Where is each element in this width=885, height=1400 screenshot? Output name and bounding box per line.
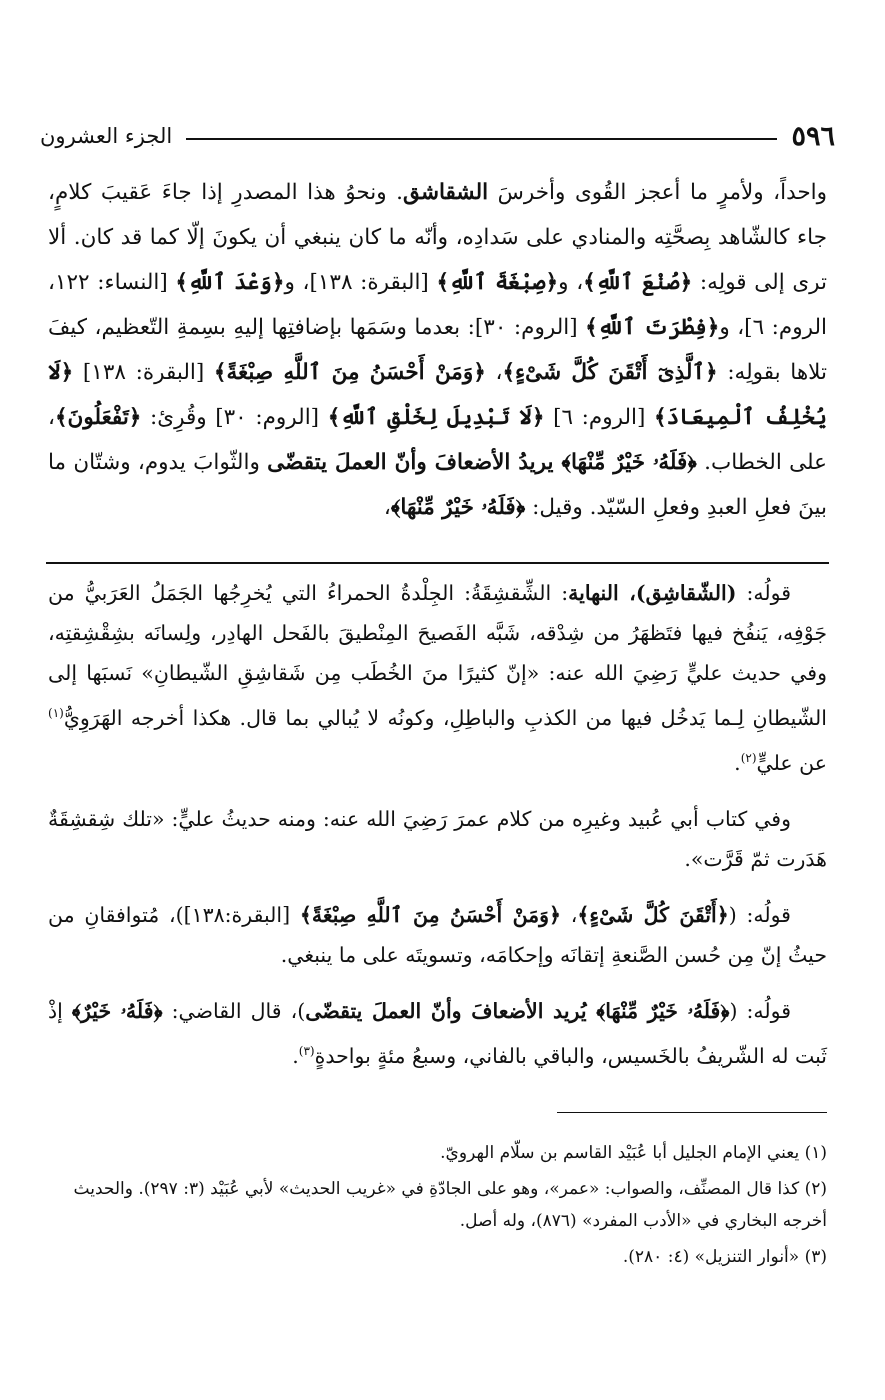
bold-keyword: (الشّقاشِق)، النهاية [568,581,737,605]
quran-quote: ﴿صِبْغَةَ ٱللَّهِ﴾ [436,270,559,295]
commentary-paragraph: وفي كتاب أبي عُبيد وغيرِه من كلام عمرَ رَضِيَ الله عنه: ومنه حديثُ عليٍّ: «تلك شِقشِقَةٌ هَدَرت ثمّ قَرَّت». [48,806,827,871]
text-span: [البقرة: ١٣٨] [73,360,214,385]
page-header [40,116,835,156]
quran-quote: ﴿وَمَنْ أَحْسَنُ مِنَ ٱللَّهِ صِبْغَةً﴾ [299,902,562,927]
footnote-divider [557,1112,827,1113]
commentary [48,573,827,1091]
footnote: (١) يعني الإمام الجليل أبا عُبَيْد القاسم بن سلّام الهرويّ. [440,1143,827,1163]
text-span: ، [485,360,503,385]
text-span: )، قال القاضي: [162,998,306,1023]
footnote: (٣) «أنوار التنزيل» (٤: ٢٨٠). [622,1247,827,1267]
section-divider [46,562,829,564]
quran-quote: ﴿أَتْقَنَ كُلَّ شَىْءٍ﴾ [577,902,729,927]
quran-quote: ﴿لَا تَبْدِيلَ لِخَلْقِ ٱللَّهِ﴾ [327,405,545,430]
text-span: ، و [558,270,584,295]
commentary-paragraph [48,573,827,783]
text-span: واحداً، ولأمرٍ ما أعجز القُوى وأخرسَ [488,180,828,205]
quran-quote: ﴿فَلَهُۥ خَيْرٌ مِّنْهَا﴾ [390,495,526,520]
footnotes [48,1137,827,1277]
quran-quote: ﴿وَعْدَ ٱللَّهِ﴾ [175,270,285,295]
text-span: إذْ ثَبت له الشّريفُ بالخَسيس، والباقي بالفاني، وسبعُ مئةٍ بواحدةٍ [48,998,827,1068]
text-span: . [292,1043,299,1068]
main-paragraph [48,170,827,530]
text-span: [البقرة:١٣٨])، مُتوافقانِ من حيثُ إنّ مِن حُسن الصَّنعةِ إتقانَه وإحكامَه، وتسويتَه على ما ينبغي. [48,902,827,967]
footnote: (٢) كذا قال المصنِّف، والصواب: «عمر»، وهو على الجادّةِ في «غريب الحديث» لأبي عُبَيْد (٣: ٢٩٧). والحديث أخرجه البخاري في «الأدب المفرد» (٨٧٦)، وله أصل. [73,1179,827,1231]
page-number: ٥٩٦ [791,120,835,152]
text-span: ، على الخطاب. [48,405,827,475]
text-span: قولُه: ( [728,902,791,927]
text-span: والثّوابَ يدوم، وشتّان ما بينَ فعلِ العبدِ وفعلِ السّيّد. وقيل: [48,450,827,520]
text-span: [النساء: ١٢٢، الروم: ٦]، و [48,270,827,340]
quran-quote: ﴿صُنْعَ ٱللَّهِ﴾ [583,270,693,295]
quran-quote: ﴿فَلَهُۥ خَيْرٌ مِّنْهَا﴾ [561,450,697,475]
quran-quote: ﴿فَلَهُۥ خَيْرٌ مِّنْهَا﴾ [596,998,730,1023]
text-span: : الشِّقشِقَةُ: الجِلْدةُ الحمراءُ التي يُخرِجُها الجَمَلُ العَرَبيُّ من جَوْفِه، يَنفُخ فيها فتَظهَرُ من شِدْقه، شَبَّه الفَصيحَ المِنْطيقَ بالفَحل الهادِر، ولِسانَه بشِقْشِقتِه، وفي حديث عليٍّ رَضِيَ الله عنه: «إنّ كثيرًا منَ الخُطَب مِن شَقاشِقِ الشّيطانِ» نَسبَها إلى الشّيطانِ لِـما يَدخُل فيها من الكذبِ والباطِلِ، وكونُه لا يُبالي بما قال. هكذا أخرجه الهَرَوِيُّ [48,581,827,730]
text-span: . ونحوُ هذا المصدرِ إذا جاءَ عَقيبَ كلامٍ، جاء كالشّاهد بِصحَّتِه والمنادي على سَدادِه، وأنّه ما كان ينبغي أن يكونَ إلّا كما قد كان. ألا ترى إلى قولِه: [48,180,828,295]
text-span: ، [561,902,578,927]
footnote-ref[interactable]: (٢) [740,750,757,765]
text-span: قولُه: [736,581,791,605]
quran-quote: ﴿فَلَهُۥ خَيْرٌ﴾ [71,998,163,1023]
quran-quote: ﴿فِطْرَتَ ٱللَّهِ﴾ [585,315,720,340]
bold-keyword: الشقاشق [403,180,489,205]
text-span: قولُه: ( [729,998,792,1023]
text-span: . [734,750,741,775]
bold-phrase: يُريد الأضعافَ وأنّ العملَ يتقضّى [305,998,597,1023]
text-span: [الروم: ٣٠]: بعدما وسَمَها بإضافتِها إليهِ بسِمةِ التّعظيم، كيفَ تلاها بقولِه: [48,315,827,385]
text-span: عن عليٍّ [756,750,827,775]
text-span: [البقرة: ١٣٨]، و [284,270,437,295]
quran-quote: ﴿تَفْعَلُونَ﴾ [54,405,142,430]
text-span: [الروم: ٣٠] وقُرِئ: [141,405,328,430]
text-span: ، [383,495,391,520]
main-text [48,170,827,530]
commentary-paragraph [48,895,827,975]
bold-phrase: يريدُ الأضعافَ وأنّ العملَ يتقضّى [267,450,562,475]
commentary-paragraph [48,991,827,1076]
header-rule [186,138,777,140]
quran-quote: ﴿وَمَنْ أَحْسَنُ مِنَ ٱللَّهِ صِبْغَةً﴾ [213,360,486,385]
quran-quote: ﴿لَا يُخْلِفُ ٱلْمِيعَادَ﴾ [48,360,828,430]
quran-quote: ﴿ٱلَّذِىٓ أَتْقَنَ كُلَّ شَىْءٍ﴾ [502,360,718,385]
part-title: الجزء العشرون [40,124,173,148]
text-span: [الروم: ٦] [544,405,654,430]
footnote-ref[interactable]: (١) [48,706,64,720]
footnote-ref[interactable]: (٣) [298,1043,315,1058]
